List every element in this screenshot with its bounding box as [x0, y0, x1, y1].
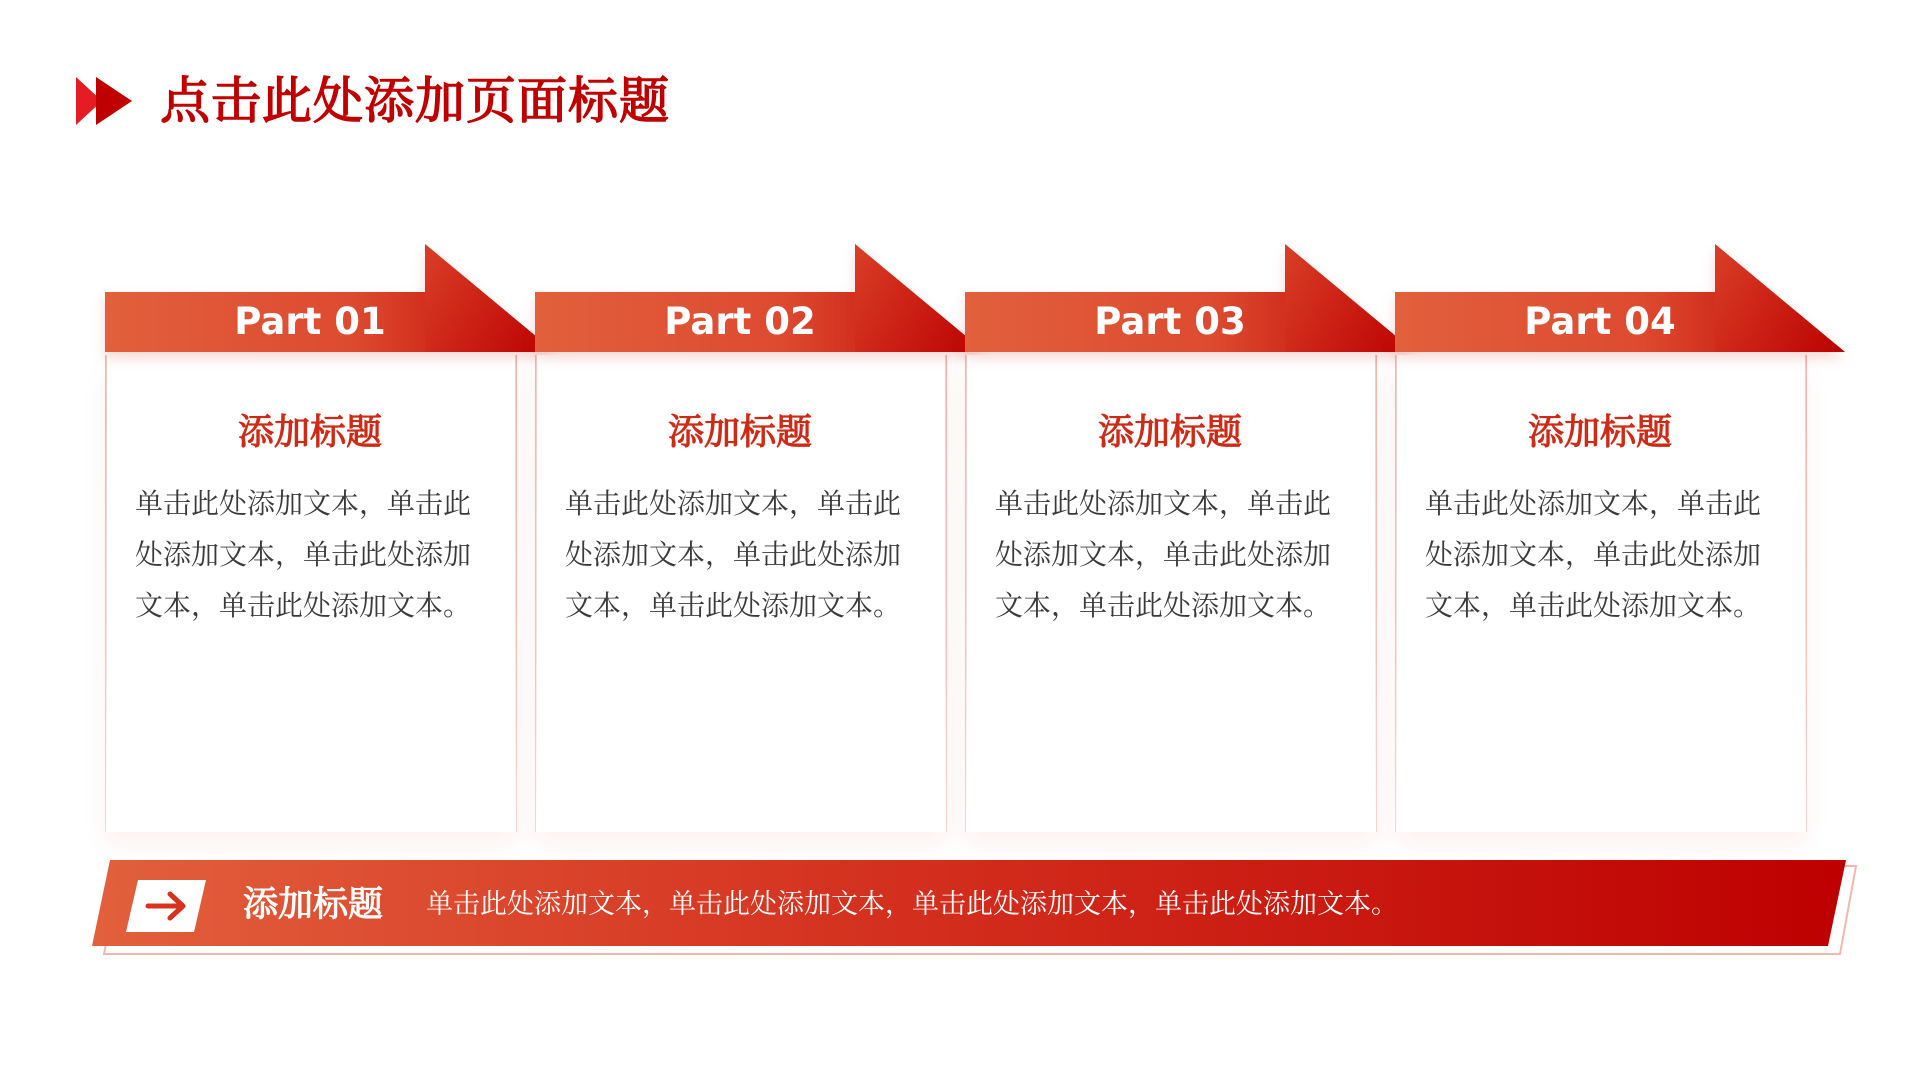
- card-part-04: [1395, 240, 1850, 832]
- card-title[interactable]: 添加标题: [667, 412, 812, 453]
- card-text[interactable]: 单击此处添加文本，单击此处添加文本，单击此处添加文本，单击此处添加文本。: [1425, 487, 1762, 622]
- double-chevron-right-icon: [74, 73, 136, 129]
- card-text[interactable]: 单击此处添加文本，单击此处添加文本，单击此处添加文本，单击此处添加文本。: [565, 487, 902, 622]
- page-title[interactable]: 点击此处添加页面标题: [160, 72, 670, 130]
- card-text[interactable]: 单击此处添加文本，单击此处添加文本，单击此处添加文本，单击此处添加文本。: [135, 487, 472, 622]
- summary-title[interactable]: 添加标题: [243, 885, 384, 925]
- card-title[interactable]: 添加标题: [1097, 412, 1242, 453]
- card-part-02: [535, 240, 990, 832]
- card-text[interactable]: 单击此处添加文本，单击此处添加文本，单击此处添加文本，单击此处添加文本。: [995, 487, 1332, 622]
- card-title[interactable]: 添加标题: [1527, 412, 1672, 453]
- summary-bar: [88, 858, 1858, 958]
- part-label[interactable]: Part 03: [1094, 300, 1246, 343]
- part-label[interactable]: Part 02: [664, 300, 816, 343]
- card-part-01: [105, 240, 560, 832]
- summary-text[interactable]: 单击此处添加文本，单击此处添加文本，单击此处添加文本，单击此处添加文本。: [426, 889, 1398, 920]
- part-label[interactable]: Part 01: [234, 300, 386, 343]
- part-label[interactable]: Part 04: [1524, 300, 1676, 343]
- card-title[interactable]: 添加标题: [237, 412, 382, 453]
- card-part-03: [965, 240, 1420, 832]
- arrow-right-icon: [126, 880, 206, 932]
- page-header: [74, 66, 670, 136]
